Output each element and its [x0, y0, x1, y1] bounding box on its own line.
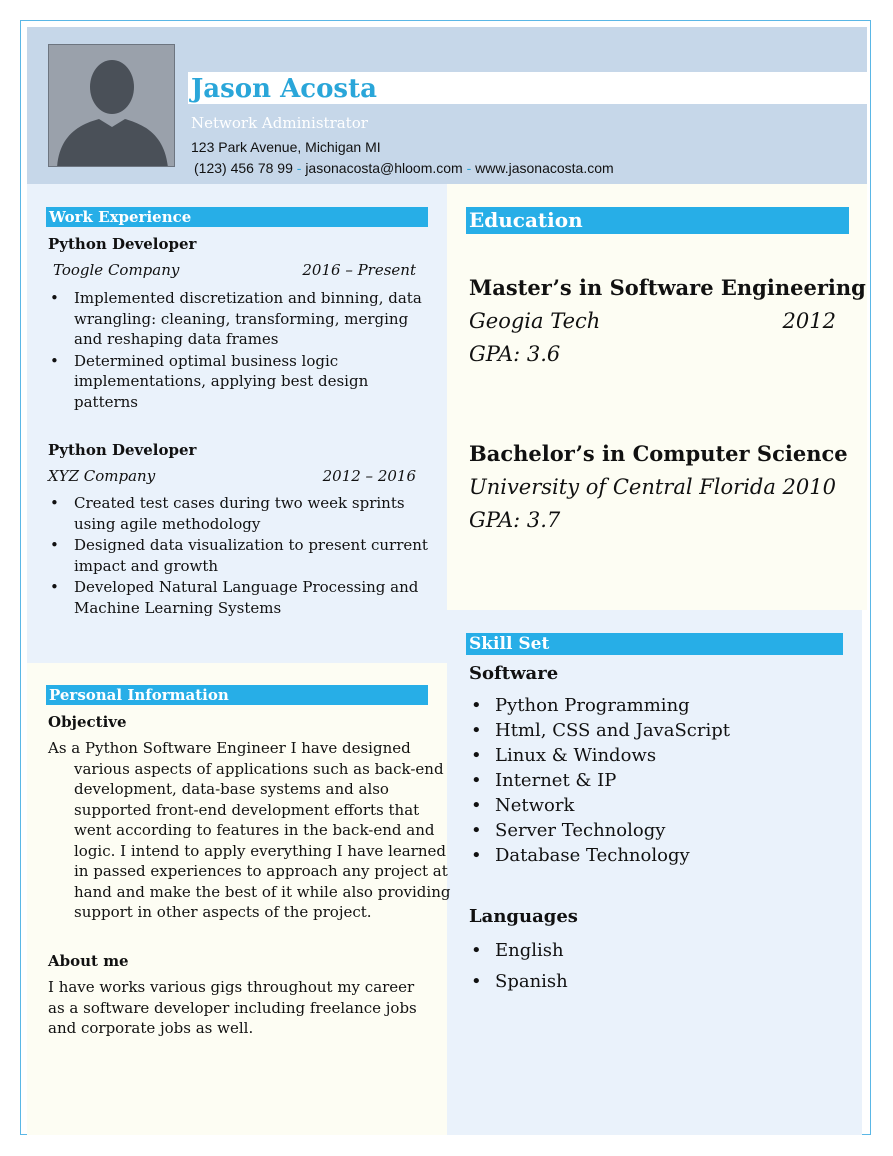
objective-heading: Objective [48, 713, 127, 731]
job-bullets [48, 493, 428, 619]
work-experience-heading: Work Experience [46, 207, 428, 227]
job-period: 2012 – 2016 [322, 467, 416, 485]
software-list [469, 693, 849, 868]
skill-set-heading: Skill Set [466, 633, 843, 655]
edu-gpa: GPA: 3.6 [469, 342, 561, 366]
edu-school: Geogia Tech [469, 309, 601, 333]
job-company: XYZ Company [48, 467, 156, 485]
separator: - [292, 160, 306, 176]
list-item: • Html, CSS and JavaScript [469, 718, 849, 743]
profile-photo [48, 44, 175, 167]
list-item: • English [469, 935, 849, 966]
list-item: • Determined optimal business logic implementations, applying best design patterns [48, 351, 428, 413]
job-meta [48, 466, 416, 486]
education-panel [447, 184, 867, 610]
candidate-role: Network Administrator [191, 114, 368, 132]
job-title: Python Developer [48, 441, 197, 459]
edu-year: 2012 [782, 309, 836, 333]
edu-degree: Master’s in Software Engineering [469, 275, 866, 300]
skills-panel [447, 610, 862, 1135]
candidate-name: Jason Acosta [191, 74, 377, 104]
list-item: • Internet & IP [469, 768, 849, 793]
list-item: • Implemented discretization and binning, data wrangling: cleaning, transforming, merging and reshaping data frames [48, 288, 428, 350]
edu-school: University of Central Florida [469, 475, 776, 499]
job-bullets [48, 288, 428, 413]
objective-text: As a Python Software Engineer I have designed various aspects of applications such as back-end development, data-base systems and also supported front-end development efforts that went according to features in the back-end and logic. I intend to apply everything I have learned in passed experiences to approach any project at hand and make the best of it while also providing support in other aspects of the project. [48, 739, 451, 921]
edu-school-line [469, 307, 836, 335]
email-link[interactable]: jasonacosta@hloom.com [305, 160, 463, 176]
software-heading: Software [469, 663, 559, 684]
list-item: • Network [469, 793, 849, 818]
list-item: • Spanish [469, 966, 849, 997]
list-item: • Linux & Windows [469, 743, 849, 768]
about-text: I have works various gigs throughout my career as a software developer including freelance jobs and corporate jobs as well. [48, 978, 417, 1037]
edu-year: 2010 [782, 475, 836, 499]
website-link[interactable]: www.jasonacosta.com [475, 160, 614, 176]
about-heading: About me [48, 952, 129, 970]
edu-gpa: GPA: 3.7 [469, 508, 561, 532]
phone: (123) 456 78 99 [194, 160, 293, 176]
job-company: Toogle Company [53, 261, 180, 279]
list-item: • Server Technology [469, 818, 849, 843]
languages-list [469, 935, 849, 997]
person-silhouette-icon [49, 45, 175, 167]
list-item: • Developed Natural Language Processing and Machine Learning Systems [48, 577, 428, 618]
contact-line [194, 159, 614, 177]
education-heading: Education [466, 207, 849, 234]
edu-school-line [469, 473, 836, 501]
list-item: • Database Technology [469, 843, 849, 868]
list-item: • Python Programming [469, 693, 849, 718]
edu-degree: Bachelor’s in Computer Science [469, 441, 848, 466]
list-item: • Created test cases during two week sprints using agile methodology [48, 493, 428, 534]
separator: - [462, 160, 476, 176]
job-period: 2016 – Present [302, 261, 416, 279]
languages-heading: Languages [469, 906, 578, 927]
list-item: • Designed data visualization to present current impact and growth [48, 535, 428, 576]
address: 123 Park Avenue, Michigan MI [191, 139, 381, 155]
job-meta [53, 260, 416, 280]
job-title: Python Developer [48, 235, 197, 253]
personal-information-heading: Personal Information [46, 685, 428, 705]
